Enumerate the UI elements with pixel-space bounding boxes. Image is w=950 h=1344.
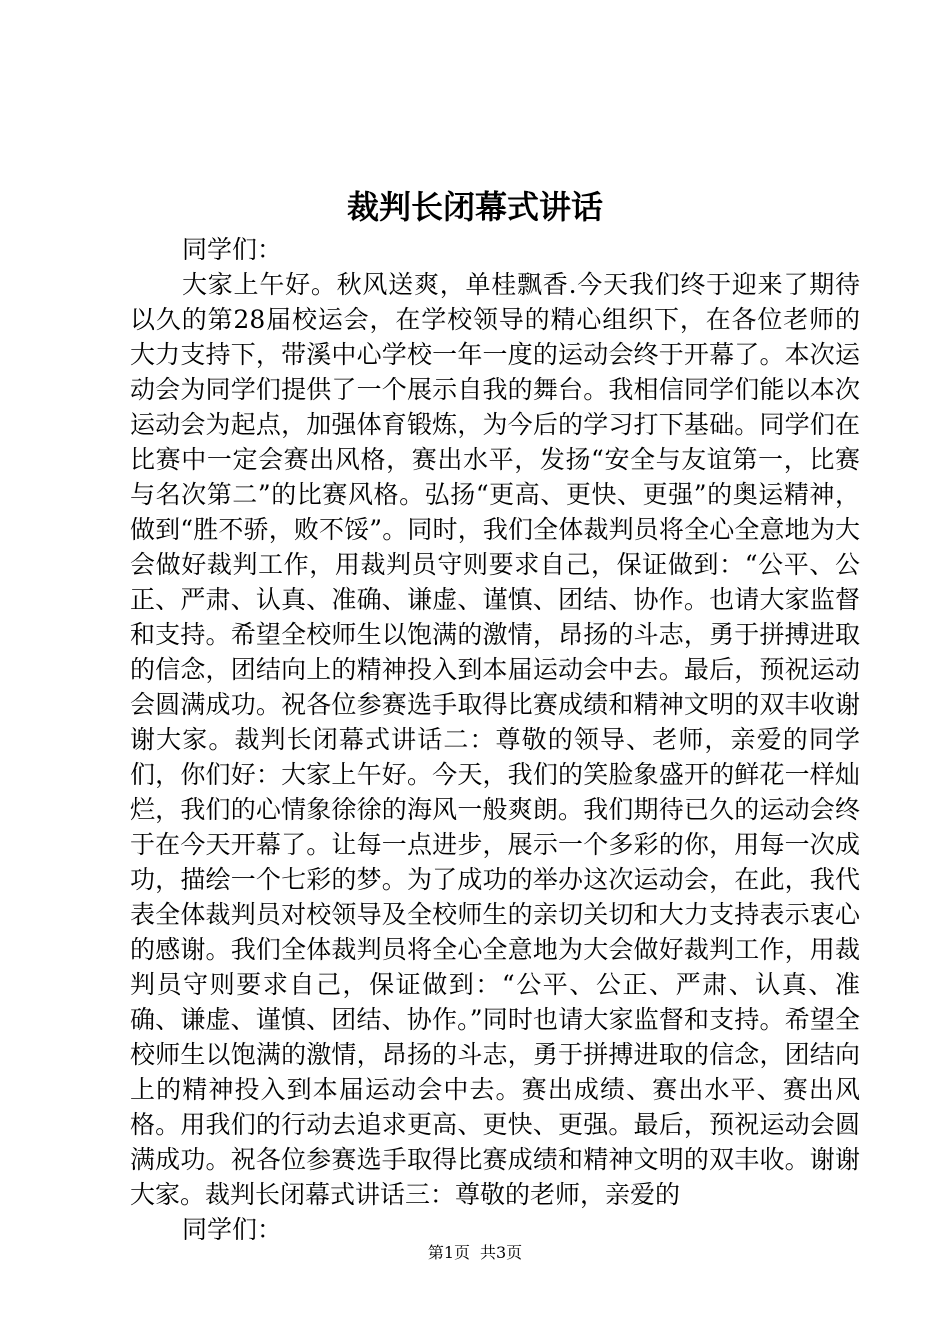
page-number-total: 共3页 <box>480 1243 523 1262</box>
closing-salutation-paragraph: 同学们： <box>182 1215 283 1244</box>
salutation-paragraph: 同学们： <box>182 235 283 264</box>
page-footer <box>0 1242 950 1264</box>
page-number-current: 第1页 <box>427 1243 470 1262</box>
document-body <box>130 232 860 1247</box>
document-title: 裁判长闭幕式讲话 <box>346 188 603 226</box>
speech-paragraph: 大家上午好。秋风送爽，单桂飘香.今天我们终于迎来了期待以久的第28届校运会，在学校领导的精心组织下，在各位老师的大力支持下，带溪中心学校一年一度的运动会终于开幕了。本次运动会为同学们提供了一个展示自我的舞台。我相信同学们能以本次运动会为起点，加强体育锻炼，为今后的学习打下基础。同学们在比赛中一定会赛出风格，赛出水平，发扬“安全与友谊第一，比赛与名次第二”的比赛风格。弘扬“更高、更快、更强”的奥运精神，做到“胜不骄，败不馁”。同时，我们全体裁判员将全心全意地为大会做好裁判工作，用裁判员守则要求自己，保证做到：“公平、公正、严肃、认真、准确、谦虚、谨慎、团结、协作。也请大家监督和支持。希望全校师生以饱满的激情，昂扬的斗志，勇于拼搏进取的信念，团结向上的精神投入到本届运动会中去。最后，预祝运动会圆满成功。祝各位参赛选手取得比赛成绩和精神文明的双丰收谢谢大家。裁判长闭幕式讲话二：尊敬的领导、老师，亲爱的同学们，你们好：大家上午好。今天，我们的笑脸象盛开的鲜花一样灿烂，我们的心情象徐徐的海风一般爽朗。我们期待已久的运动会终于在今天开幕了。让每一点进步，展示一个多彩的你，用每一次成功，描绘一个七彩的梦。为了成功的举办这次运动会，在此，我代表全体裁判员对校领导及全校师生的亲切关切和大力支持表示衷心的感谢。我们全体裁判员将全心全意地为大会做好裁判工作，用裁判员守则要求自己，保证做到：“公平、公正、严肃、认真、准确、谦虚、谨慎、团结、协作。”同时也请大家监督和支持。希望全校师生以饱满的激情，昂扬的斗志，勇于拼搏进取的信念，团结向上的精神投入到本届运动会中去。赛出成绩、赛出水平、赛出风格。用我们的行动去追求更高、更快、更强。最后，预祝运动会圆满成功。祝各位参赛选手取得比赛成绩和精神文明的双丰收。谢谢大家。裁判长闭幕式讲话三：尊敬的老师，亲爱的 <box>130 270 860 1209</box>
